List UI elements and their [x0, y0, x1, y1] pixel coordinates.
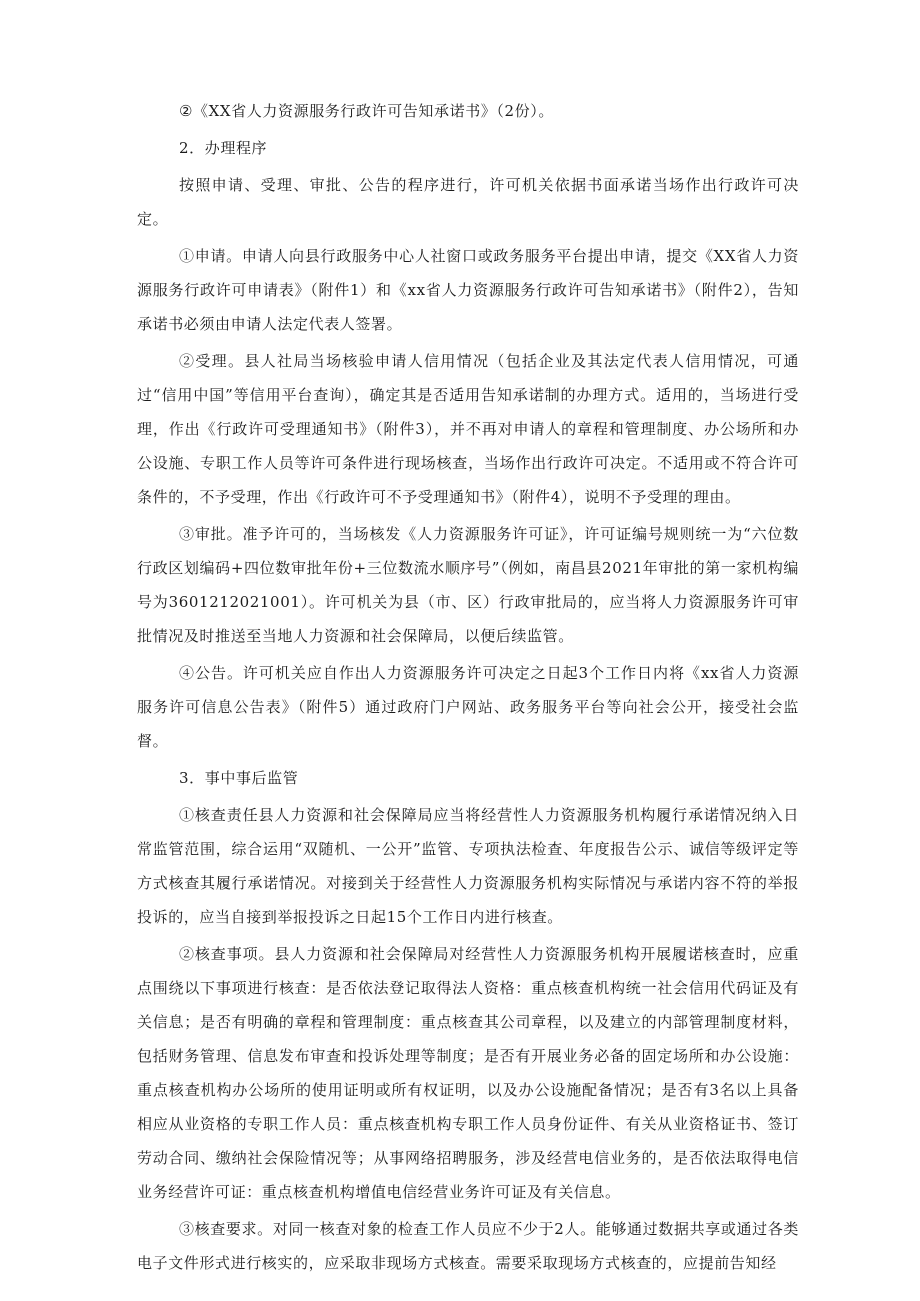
section-heading-supervision: 3．事中事后监管	[179, 769, 299, 787]
paragraph-attachment-2: ②《XX省人力资源服务行政许可告知承诺书》（2份）。	[179, 102, 554, 120]
document-body	[137, 94, 799, 1283]
paragraph-application: ①申请。申请人向县行政服务中心人社窗口或政务服务平台提出申请，提交《XX省人力资源服务行政许可申请表》（附件1）和《xx省人力资源服务行政许可告知承诺书》（附件2），告知承诺书必须由申请人法定代表人签署。	[137, 247, 799, 333]
paragraph-approval: ③审批。准予许可的，当场核发《人力资源服务许可证》，许可证编号规则统一为“六位数行政区划编码+四位数审批年份+三位数流水顺序号”（例如，南昌县2021年审批的第一家机构编号为3601212021001）。许可机关为县（市、区）行政审批局的，应当将人力资源服务许可审批情况及时推送至当地人力资源和社会保障局，以便后续监管。	[137, 525, 799, 645]
paragraph-procedure-intro: 按照申请、受理、审批、公告的程序进行，许可机关依据书面承诺当场作出行政许可决定。	[137, 176, 799, 228]
section-heading-procedure: 2．办理程序	[179, 139, 268, 157]
paragraph-verification-items: ②核查事项。县人力资源和社会保障局对经营性人力资源服务机构开展履诺核查时，应重点围绕以下事项进行核查：是否依法登记取得法人资格：重点核查机构统一社会信用代码证及有关信息；是否有明确的章程和管理制度：重点核查其公司章程，以及建立的内部管理制度材料，包括财务管理、信息发布审查和投诉处理等制度；是否有开展业务必备的固定场所和办公设施：重点核查机构办公场所的使用证明或所有权证明，以及办公设施配备情况；是否有3名以上具备相应从业资格的专职工作人员：重点核查机构专职工作人员身份证件、有关从业资格证书、签订劳动合同、缴纳社会保险情况等；从事网络招聘服务，涉及经营电信业务的，是否依法取得电信业务经营许可证：重点核查机构增值电信经营业务许可证及有关信息。	[137, 945, 799, 1201]
paragraph-verification-responsibility: ①核查责任县人力资源和社会保障局应当将经营性人力资源服务机构履行承诺情况纳入日常监管范围，综合运用“双随机、一公开”监管、专项执法检查、年度报告公示、诚信等级评定等方式核查其履行承诺情况。对接到关于经营性人力资源服务机构实际情况与承诺内容不符的举报投诉的，应当自接到举报投诉之日起15个工作日内进行核查。	[137, 806, 799, 926]
paragraph-verification-requirements: ③核查要求。对同一核查对象的检查工作人员应不少于2人。能够通过数据共享或通过各类电子文件形式进行核实的，应采取非现场方式核查。需要采取现场方式核查的，应提前告知经	[137, 1220, 799, 1272]
paragraph-acceptance: ②受理。县人社局当场核验申请人信用情况（包括企业及其法定代表人信用情况，可通过“信用中国”等信用平台查询），确定其是否适用告知承诺制的办理方式。适用的，当场进行受理，作出《行政许可受理通知书》（附件3），并不再对申请人的章程和管理制度、办公场所和办公设施、专职工作人员等许可条件进行现场核查，当场作出行政许可决定。不适用或不符合许可条件的，不予受理，作出《行政许可不予受理通知书》（附件4），说明不予受理的理由。	[137, 352, 799, 506]
paragraph-announcement: ④公告。许可机关应自作出人力资源服务许可决定之日起3个工作日内将《xx省人力资源服务许可信息公告表》（附件5）通过政府门户网站、政务服务平台等向社会公开，接受社会监督。	[137, 664, 799, 750]
